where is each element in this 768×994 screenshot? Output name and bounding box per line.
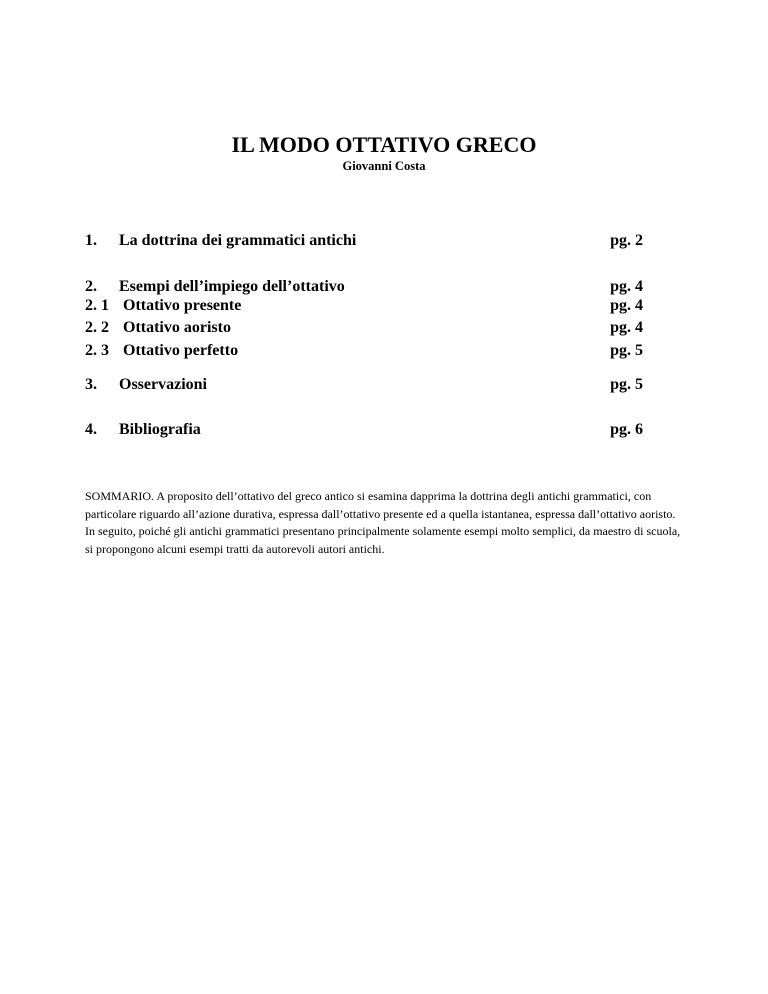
- toc-entry-label: Bibliografia: [119, 421, 201, 438]
- toc-entry-3: [85, 375, 643, 395]
- toc-entry-label: Ottativo aoristo: [123, 319, 231, 336]
- toc-entry-number: 4.: [85, 421, 97, 438]
- toc-entry-number: 2.: [85, 278, 97, 295]
- toc-entry-number: 1.: [85, 232, 97, 249]
- toc-entry-page: pg. 5: [610, 342, 643, 359]
- toc-entry-page: pg. 4: [610, 297, 643, 314]
- document-title: IL MODO OTTATIVO GRECO: [231, 132, 537, 157]
- summary-paragraph: SOMMARIO. A proposito dell’ottativo del greco antico si esamina dapprima la dottrina degli antichi grammatici, con particolare riguardo all’azione durativa, espressa dall’ottativo presente ed a quella istantanea, espressa dall’ottativo aoristo. In seguito, poiché gli antichi grammatici presentano principalmente solamente esempi molto semplici, da maestro di scuola, si propongono alcuni esempi tratti da autorevoli autori antichi.: [85, 489, 681, 556]
- toc-entry-2: [85, 277, 643, 297]
- toc-entry-page: pg. 5: [610, 376, 643, 393]
- toc-entry-1: [85, 231, 643, 251]
- toc-entry-page: pg. 6: [610, 421, 643, 438]
- toc-entry-number: 2. 2: [85, 319, 109, 336]
- toc-entry-number: 2. 3: [85, 342, 109, 359]
- toc-entry-label: Osservazioni: [119, 376, 207, 393]
- document-author: Giovanni Costa: [342, 159, 426, 173]
- toc-entry-page: pg. 4: [610, 278, 643, 295]
- toc-entry-2-3: [85, 341, 643, 361]
- toc-entry-4: [85, 420, 643, 440]
- toc-entry-label: La dottrina dei grammatici antichi: [119, 232, 357, 249]
- toc-entry-label: Ottativo perfetto: [123, 342, 239, 359]
- toc-entry-2-1: [85, 296, 643, 316]
- toc-entry-2-2: [85, 318, 643, 338]
- toc-entry-number: 2. 1: [85, 297, 109, 314]
- toc-entry-label: Esempi dell’impiego dell’ottativo: [119, 278, 345, 295]
- toc-entry-label: Ottativo presente: [123, 297, 242, 314]
- toc-entry-number: 3.: [85, 376, 97, 393]
- toc-entry-page: pg. 4: [610, 319, 643, 336]
- toc-entry-page: pg. 2: [610, 232, 643, 249]
